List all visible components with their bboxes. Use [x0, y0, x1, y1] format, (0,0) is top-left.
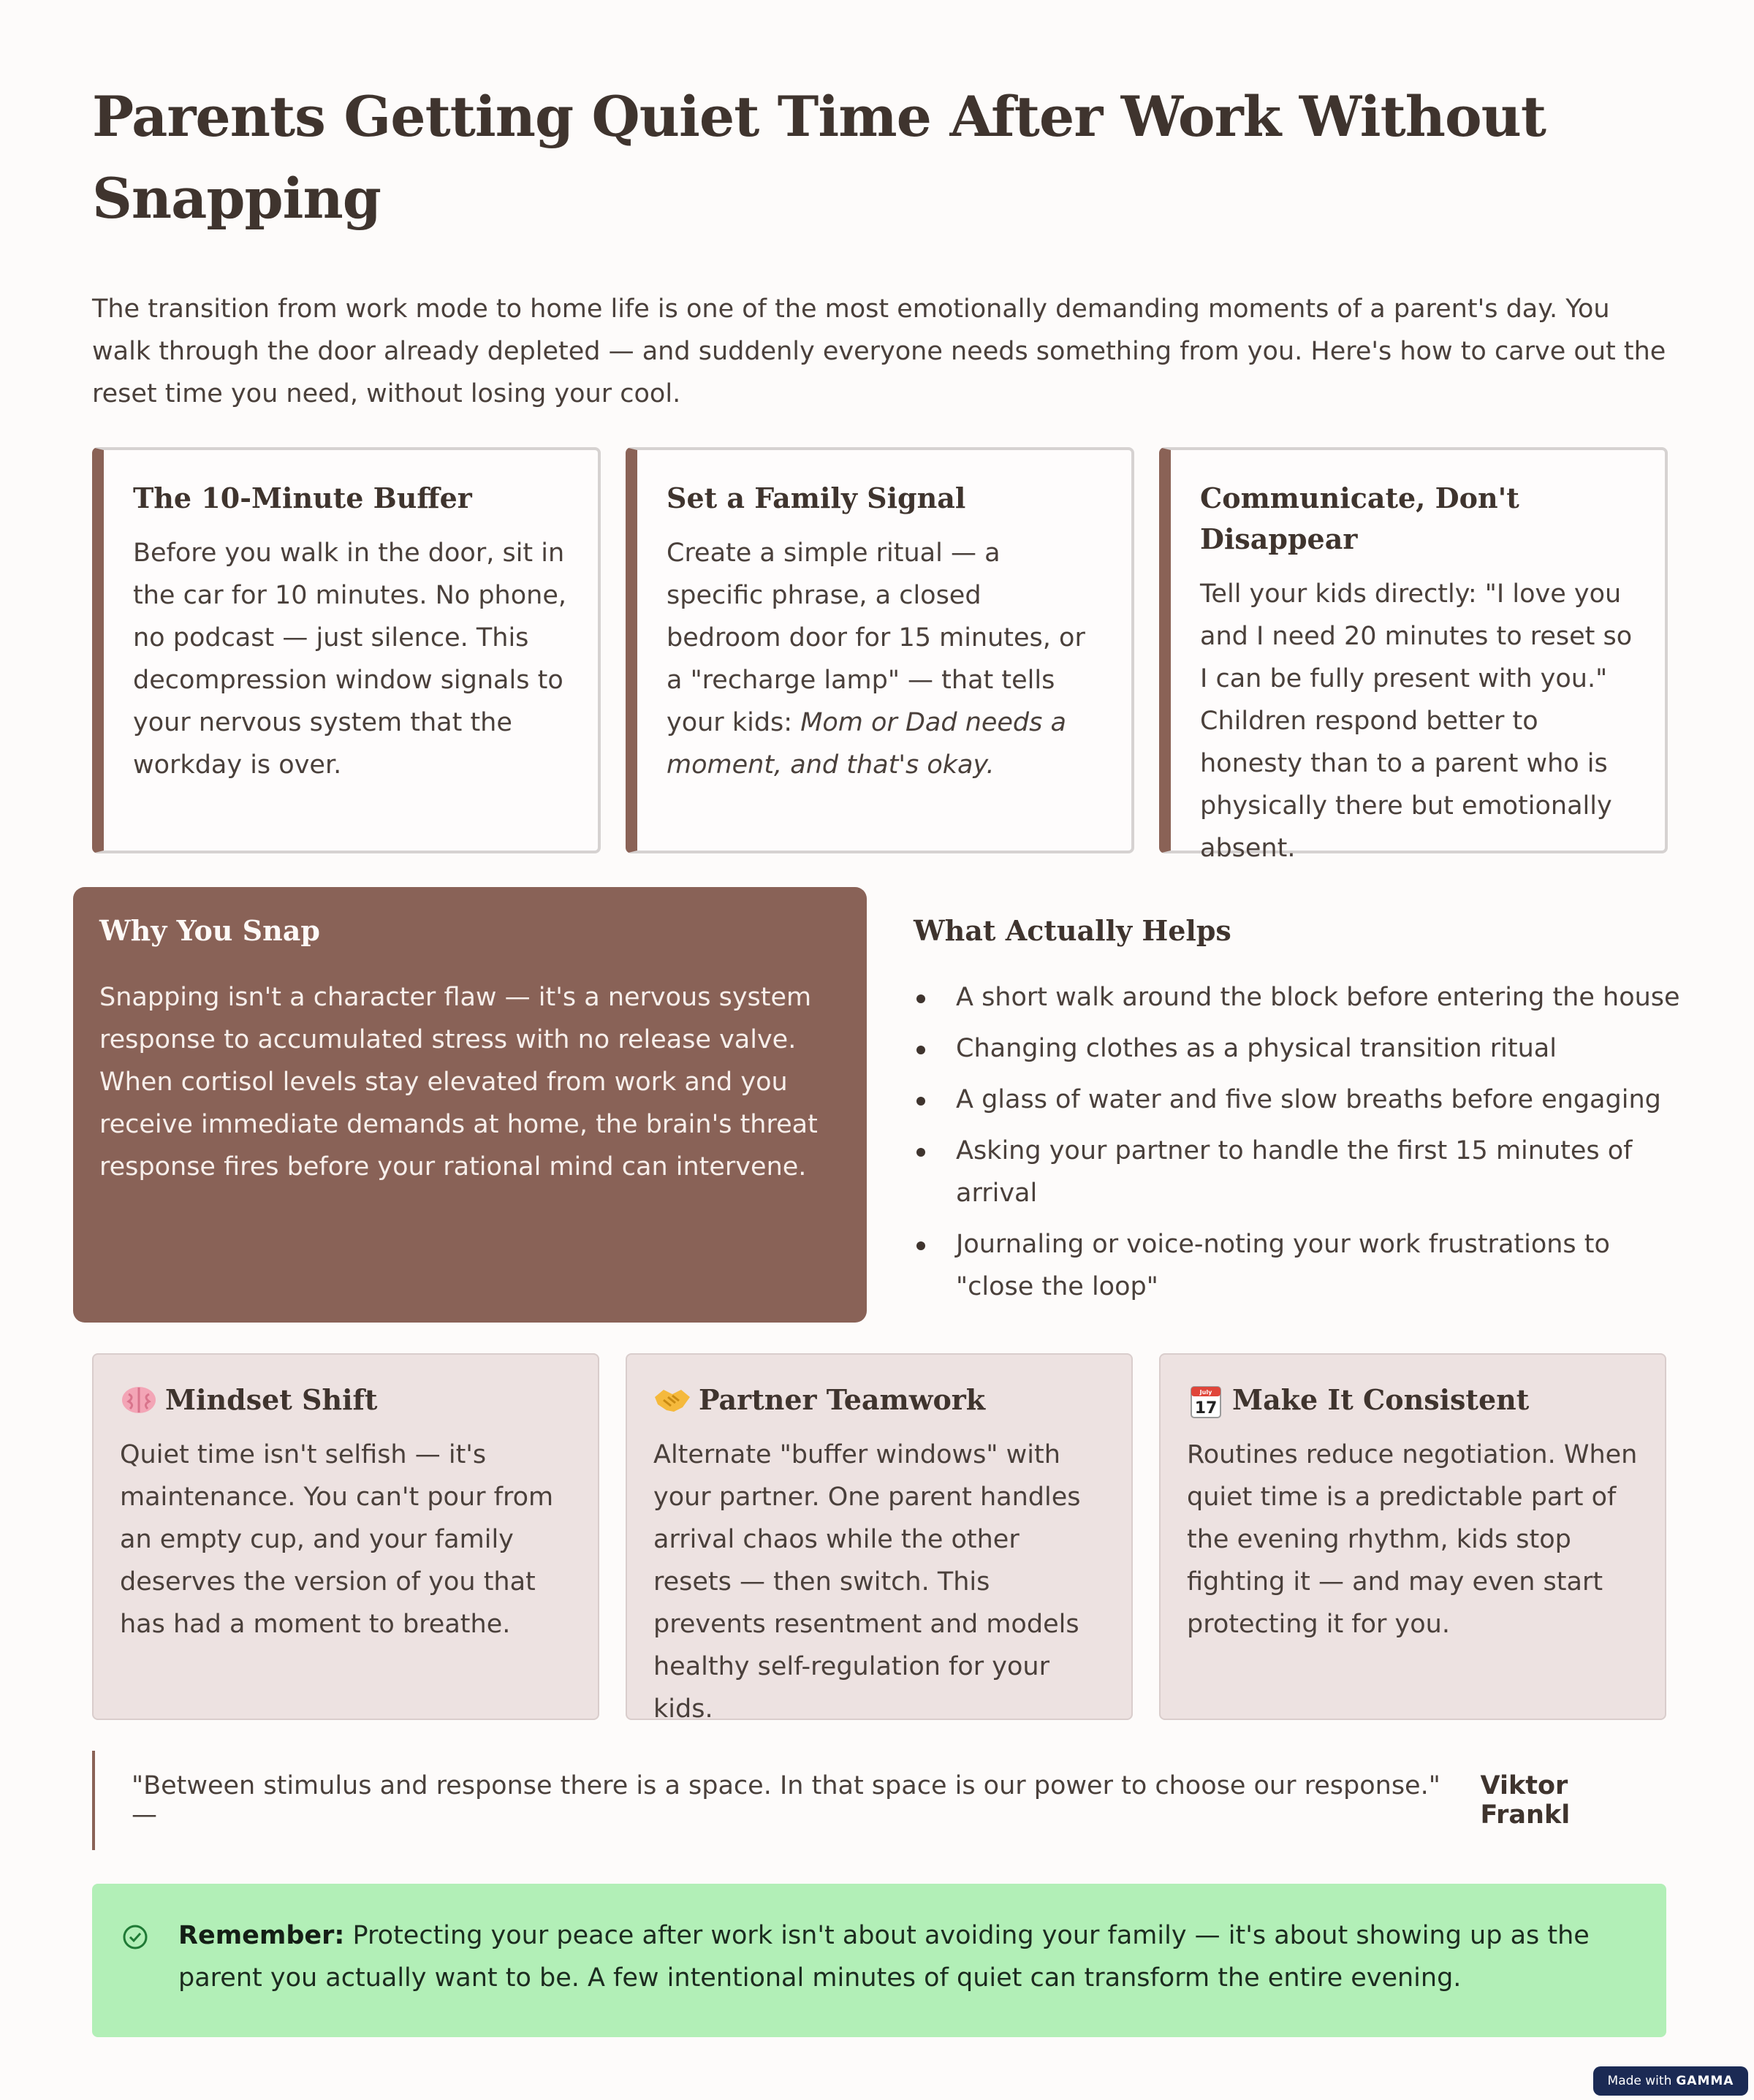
- feature-mindset-shift: [92, 1353, 599, 1720]
- feature-body: Alternate "buffer windows" with your partner. One parent handles arrival chaos while the other resets — then switch. This prevents resentment and models healthy self-regulation for your kids.: [653, 1440, 1081, 1724]
- feature-partner-teamwork: [626, 1353, 1133, 1724]
- feature-heading: Mindset Shift: [165, 1383, 378, 1416]
- feature-body: Routines reduce negotiation. When quiet time is a predictable part of the evening rhythm, kids stop fighting it — and may even start protecting it for you.: [1187, 1440, 1638, 1639]
- badge-prefix: Made with: [1607, 2074, 1672, 2088]
- intro-paragraph: The transition from work mode to home life is one of the most emotionally demanding moments of a parent's day. You walk through the door already depleted — and suddenly everyone needs something from you. Here's how to carve out the reset time you need, without losing your cool.: [92, 294, 1666, 408]
- remember-label: Remember:: [178, 1921, 345, 1950]
- list-item: Asking your partner to handle the first 15 minutes of arrival: [914, 1130, 1688, 1214]
- card-heading: Set a Family Signal: [667, 482, 966, 514]
- card-body: Tell your kids directly: "I love you and I need 20 minutes to reset so I can be fully present with you." Children respond better to honesty than to a parent who is physically there but emotionally absent.: [1200, 579, 1633, 863]
- feature-heading-row: [653, 1380, 1105, 1420]
- card-body-italic: Mom or Dad needs a moment, and that's okay.: [667, 708, 1066, 780]
- feature-heading-row: [1187, 1380, 1639, 1420]
- calendar-day: 17: [1194, 1399, 1218, 1418]
- card-communicate: [1159, 447, 1668, 863]
- quote-author: Viktor Frankl: [1480, 1771, 1571, 1830]
- card-body: [667, 532, 1102, 786]
- list-item: Journaling or voice-noting your work frustrations to "close the loop": [914, 1223, 1688, 1308]
- calendar-month: July: [1199, 1389, 1212, 1396]
- remember-text: Protecting your peace after work isn't about avoiding your family — it's about showing up as the parent you actually want to be. A few intentional minutes of quiet can transform the entire evening.: [178, 1921, 1590, 1993]
- list-item: A glass of water and five slow breaths before engaging: [914, 1078, 1688, 1121]
- helps-heading: What Actually Helps: [914, 914, 1231, 947]
- feature-heading: Make It Consistent: [1232, 1383, 1530, 1416]
- handshake-icon: [653, 1384, 691, 1416]
- card-10-minute-buffer: [92, 447, 601, 853]
- calendar-icon: [1187, 1384, 1225, 1416]
- card-family-signal: [626, 447, 1134, 853]
- what-helps-section: [914, 910, 1688, 1317]
- why-you-snap-panel: [73, 887, 867, 1323]
- quote-block: [92, 1751, 1666, 1850]
- card-body-text: Create a simple ritual — a specific phrase, a closed bedroom door for 15 minutes, or a "recharge lamp" — that tells your kids:: [667, 539, 1085, 737]
- list-item: Changing clothes as a physical transition ritual: [914, 1027, 1688, 1070]
- remember-callout: [92, 1884, 1666, 2037]
- made-with-gamma-badge[interactable]: [1593, 2066, 1748, 2096]
- feature-heading-row: [120, 1380, 572, 1420]
- why-body: Snapping isn't a character flaw — it's a nervous system response to accumulated stress with no release valve. When cortisol levels stay elevated from work and you receive immediate demands at home, the brain's threat response fires before your rational mind can intervene.: [99, 983, 818, 1182]
- badge-brand: GAMMA: [1676, 2074, 1734, 2088]
- feature-make-consistent: [1159, 1353, 1666, 1720]
- brain-icon: [120, 1384, 158, 1416]
- card-heading: Communicate, Don't Disappear: [1200, 482, 1519, 555]
- feature-heading: Partner Teamwork: [699, 1383, 986, 1416]
- page-title: Parents Getting Quiet Time After Work Without Snapping: [92, 84, 1546, 231]
- feature-body: Quiet time isn't selfish — it's maintenance. You can't pour from an empty cup, and your family deserves the version of you that has had a moment to breathe.: [120, 1440, 554, 1639]
- quote-text: "Between stimulus and response there is a space. In that space is our power to choose our response." —: [132, 1771, 1440, 1830]
- list-item: A short walk around the block before entering the house: [914, 976, 1688, 1019]
- helps-list: [914, 976, 1688, 1308]
- card-heading: The 10-Minute Buffer: [133, 482, 472, 514]
- card-body: Before you walk in the door, sit in the car for 10 minutes. No phone, no podcast — just silence. This decompression window signals to your nervous system that the workday is over.: [133, 539, 566, 780]
- check-circle-icon: [121, 1922, 149, 1949]
- why-heading: Why You Snap: [99, 914, 320, 947]
